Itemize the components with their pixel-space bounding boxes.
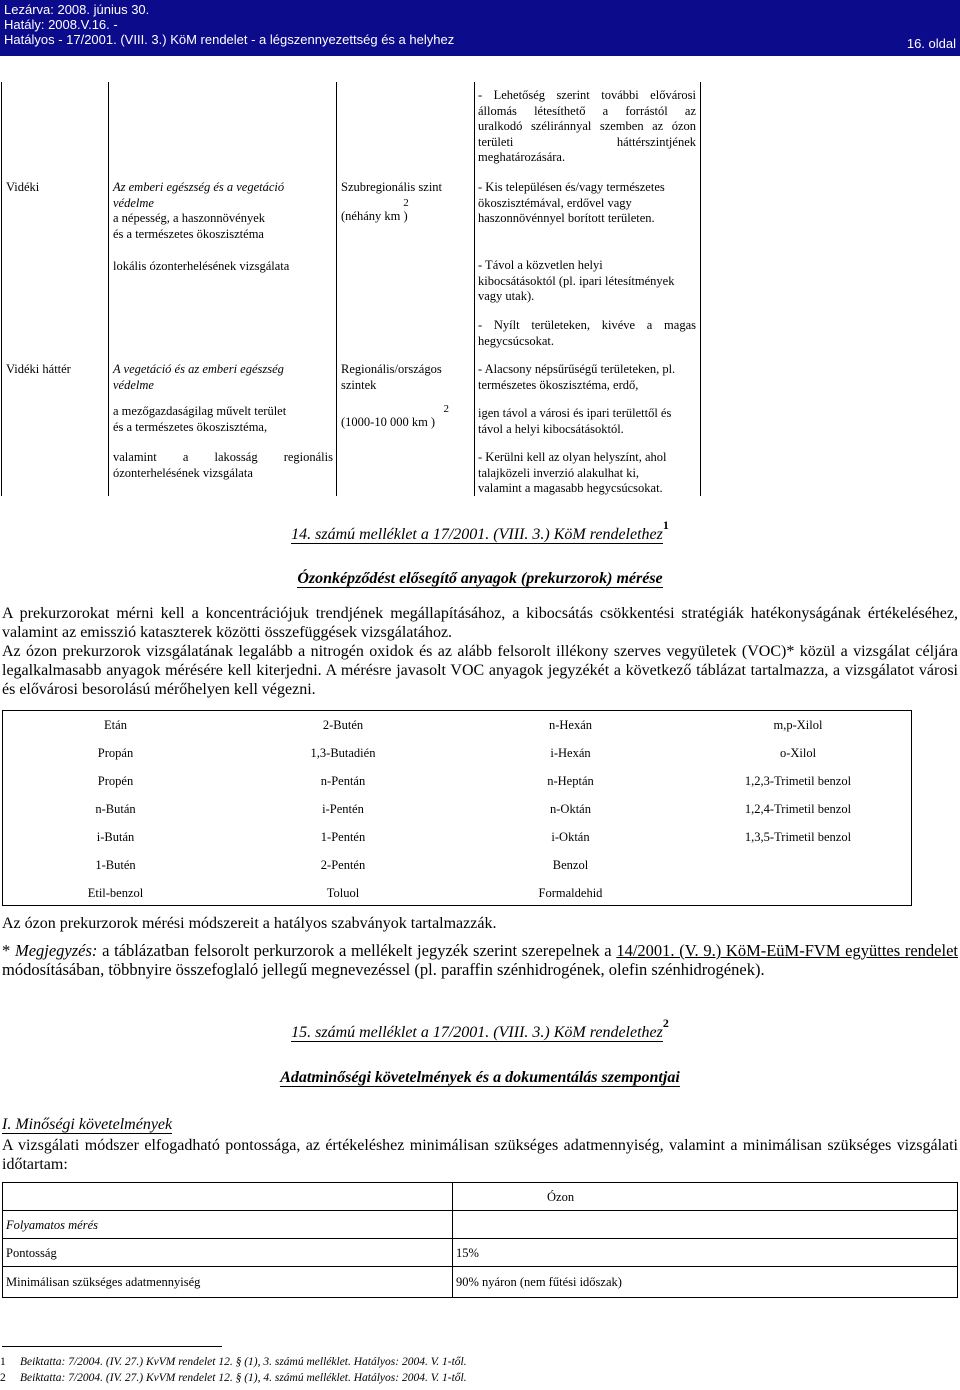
site-type: Vidéki — [6, 180, 40, 194]
site-scale — [341, 404, 471, 431]
document-title: Hatályos - 17/2001. (VIII. 3.) KöM rendelet - a légszennyezettség és a helyhez — [4, 32, 455, 47]
text-line: a mezőgazdaságilag művelt terület — [113, 404, 287, 418]
site-scale — [341, 180, 471, 224]
regulation-link[interactable]: 14/2001. (V. 9.) KöM-EüM-FVM együttes rendelet — [616, 941, 958, 960]
voc-cell: 1,3,5-Trimetil benzol — [744, 830, 852, 844]
site-criteria — [478, 450, 696, 497]
voc-cell: Etil-benzol — [87, 886, 144, 900]
note-label: Megjegyzés: — [14, 941, 98, 960]
voc-cell: i-Hexán — [550, 746, 591, 760]
text-line: szintek — [341, 377, 377, 392]
site-goal-extra: lokális ózonterhelésének vizsgálata — [113, 259, 290, 273]
text-line: hegycsúcsokat. — [478, 333, 555, 348]
annex-14-heading — [0, 570, 960, 588]
text-line: - Kis településen és/vagy természetes — [478, 180, 665, 194]
effect-date: Hatály: 2008.V.16. - — [4, 17, 118, 32]
footnote-number: 2 — [0, 1372, 6, 1384]
text-line: ökoszisztémával, erdővel vagy — [478, 195, 632, 210]
text-line: igen távol a városi és ipari területtől és — [478, 406, 672, 420]
superscript: 2 — [443, 403, 449, 415]
voc-cell: i-Pentén — [322, 802, 364, 816]
table-border — [2, 1210, 958, 1211]
annex-14-title — [0, 518, 960, 544]
text-line: - Alacsony népsűrűségű területeken, pl. — [478, 362, 676, 376]
text-line: a népesség, a haszonnövények — [113, 211, 266, 225]
annex-15-heading — [0, 1069, 960, 1087]
voc-cell: Propán — [97, 746, 134, 760]
text-line: természetes ökoszisztéma, erdő, — [478, 377, 639, 392]
page-header — [0, 0, 960, 56]
table-border — [2, 1182, 3, 1298]
table-border — [2, 1238, 958, 1239]
paragraph: Az ózon prekurzorok vizsgálatának legalább a nitrogén oxidok és az alább felsorolt illékony szerves vegyületek (VOC)* közül a vizsgálat céljára legalkalmasabb anyagok mérésére kell kiterjedni. A mérésre javasolt VOC anyagok jegyzékét a következő táblázat tartalmazza, a vizsgálatot városi és elővárosi besorolású mérőhelyen kell végezni. — [2, 643, 958, 698]
site-scale — [341, 362, 471, 393]
footnote-text: Beiktatta: 7/2004. (IV. 27.) KvVM rendelet 12. § (1), 3. számú melléklet. Hatályos: 2004. V. 1-től. — [20, 1356, 467, 1368]
paragraph: A vizsgálati módszer elfogadható pontossága, az értékeléshez minimálisan szükséges adatmennyiség, valamint a minimálisan szükséges vizsgálati időtartam: — [2, 1137, 958, 1173]
heading-text: Ózonképződést elősegítő anyagok (prekurzorok) mérése — [297, 570, 663, 587]
site-criteria — [478, 362, 696, 393]
column-header-ozone: Ózon — [547, 1190, 575, 1204]
text-line: haszonnövénnyel borított területen. — [478, 211, 655, 225]
section-title-text: I. Minőségi követelmények — [2, 1116, 173, 1133]
table-border — [2, 1266, 958, 1267]
text-line: valamint a magasabb hegycsúcsokat. — [478, 481, 663, 495]
text-line: Regionális/országos — [341, 362, 442, 376]
note-text: módosításában, többnyire összefoglaló jellegű megnevezéssel (pl. paraffin szénhidrogének, olefin szénhidrogének). — [2, 960, 765, 979]
voc-cell: n-Hexán — [548, 718, 593, 732]
voc-cell: n-Pentán — [320, 774, 366, 788]
text-line: talajközeli inverzió alakulhat ki, — [478, 465, 640, 480]
voc-cell: 1,3-Butadién — [310, 746, 376, 760]
footnote-ref[interactable]: 1 — [662, 518, 669, 532]
page-number: 16. oldal — [906, 36, 956, 51]
voc-cell: 1,2,3-Trimetil benzol — [744, 774, 852, 788]
table-border — [474, 82, 475, 496]
closing-date: Lezárva: 2008. június 30. — [4, 2, 150, 17]
text-line: Szubregionális szint — [341, 180, 443, 194]
table-border — [108, 82, 109, 496]
site-goal — [113, 362, 333, 393]
table-border — [2, 1297, 958, 1298]
site-criteria — [478, 258, 696, 305]
table-border — [957, 1182, 958, 1298]
annex-title-text: 15. számú melléklet a 17/2001. (VIII. 3.) KöM rendelethez — [291, 1024, 663, 1041]
voc-cell: 2-Butén — [322, 718, 364, 732]
table-border — [2, 710, 912, 711]
table-border — [2, 1182, 958, 1183]
footnote-2 — [0, 1371, 467, 1385]
text-line: - Nyílt területeken, kivéve a magas — [478, 318, 696, 332]
monitoring-table — [0, 82, 960, 496]
superscript: 2 — [403, 196, 409, 209]
text-line: és a természetes ökoszisztéma — [113, 226, 264, 241]
row-label: Pontosság — [6, 1246, 57, 1260]
voc-cell: n-Oktán — [550, 802, 591, 816]
text-line: A vegetáció és az emberi egészség — [113, 362, 284, 376]
section-title — [2, 1115, 958, 1134]
voc-cell: Etán — [104, 718, 127, 732]
site-criteria — [478, 406, 696, 437]
text-line: távol a helyi kibocsátásoktól. — [478, 421, 624, 436]
voc-cell: i-Oktán — [551, 830, 590, 844]
footnote-1 — [0, 1355, 467, 1369]
site-criteria — [478, 180, 696, 227]
voc-cell: o-Xilol — [779, 746, 817, 760]
text-line: állomás létesíthető a forrástól az — [478, 103, 696, 118]
row-value: 15% — [456, 1246, 479, 1260]
voc-cell: n-Heptán — [547, 774, 594, 788]
row-label: Minimálisan szükséges adatmennyiség — [6, 1275, 201, 1289]
text-line: védelme — [113, 377, 154, 392]
footnote-number: 1 — [0, 1356, 6, 1368]
table-border — [1, 82, 2, 496]
site-criteria — [478, 318, 696, 349]
voc-cell: m,p-Xilol — [773, 718, 823, 732]
voc-cell: i-Bután — [96, 830, 135, 844]
section-row-label: Folyamatos mérés — [6, 1218, 98, 1232]
row-value: 90% nyáron (nem fűtési időszak) — [456, 1275, 622, 1289]
text-line: meghatározására. — [478, 150, 566, 164]
paragraph: Az ózon prekurzorok mérési módszereit a hatályos szabványok tartalmazzák. — [2, 915, 497, 932]
voc-cell: 2-Pentén — [320, 858, 366, 872]
continuation-criteria — [478, 88, 696, 166]
voc-cell: Formaldehid — [538, 886, 603, 900]
voc-table — [2, 710, 912, 906]
voc-cell: 1-Pentén — [320, 830, 366, 844]
note-text: a táblázatban felsorolt perkurzorok a mellékelt jegyzék szerint szerepelnek a — [97, 941, 617, 960]
text-line: - Távol a közvetlen helyi — [478, 258, 603, 272]
table-border — [2, 905, 912, 906]
table-border — [452, 1182, 453, 1298]
text-line: ózonterhelésének vizsgálata — [113, 465, 253, 480]
footnote-ref[interactable]: 2 — [662, 1016, 669, 1030]
table-border — [336, 82, 337, 496]
text-line: kibocsátásoktól (pl. ipari létesítmények — [478, 273, 675, 288]
voc-cell: 1,2,4-Trimetil benzol — [744, 802, 852, 816]
annex-title-text: 14. számú melléklet a 17/2001. (VIII. 3.) KöM rendelethez — [291, 526, 663, 543]
paragraph: A prekurzorokat mérni kell a koncentrációjuk trendjének megállapításához, a kibocsátás csökkentési stratégiák hatékonyságának értékeléséhez, valamint az emisszió kataszterek közötti összefüggések vizsgálatához. — [2, 605, 958, 641]
voc-cell: Toluol — [326, 886, 360, 900]
text-line: területi háttérszintjének — [478, 134, 696, 149]
text-line: (néhány km ) — [341, 208, 408, 223]
voc-cell: 1-Butén — [95, 858, 136, 872]
site-type: Vidéki háttér — [6, 362, 71, 376]
note-star: * — [2, 941, 15, 960]
annex-15-title — [0, 1016, 960, 1042]
text-line: - Kerülni kell az olyan helyszínt, ahol — [478, 450, 667, 464]
voc-cell: n-Bután — [95, 802, 136, 816]
text-line: - Lehetőség szerint további elővárosi — [478, 88, 696, 102]
text-line: és a természetes ökoszisztéma, — [113, 419, 268, 434]
text-line: (1000-10 000 km ) — [341, 415, 436, 429]
text-line: védelme — [113, 195, 154, 210]
site-goal — [113, 404, 333, 435]
text-line: Az emberi egészség és a vegetáció — [113, 180, 285, 194]
table-border — [700, 82, 701, 496]
text-line: vagy utak). — [478, 289, 535, 303]
footnote-separator — [2, 1346, 222, 1347]
heading-text: Adatminőségi követelmények és a dokumentálás szempontjai — [280, 1069, 680, 1086]
footnote-text: Beiktatta: 7/2004. (IV. 27.) KvVM rendelet 12. § (1), 4. számú melléklet. Hatályos: 2004. V. 1-től. — [20, 1372, 467, 1384]
quality-table — [2, 1182, 958, 1298]
text-line: valamint a lakosság regionális — [113, 450, 333, 464]
note-paragraph — [2, 941, 958, 979]
voc-cell: Propén — [97, 774, 134, 788]
voc-cell: Benzol — [552, 858, 589, 872]
text-line: uralkodó széliránnyal szemben az ózon — [478, 119, 696, 133]
site-goal — [113, 180, 333, 242]
site-goal-extra — [113, 450, 333, 481]
